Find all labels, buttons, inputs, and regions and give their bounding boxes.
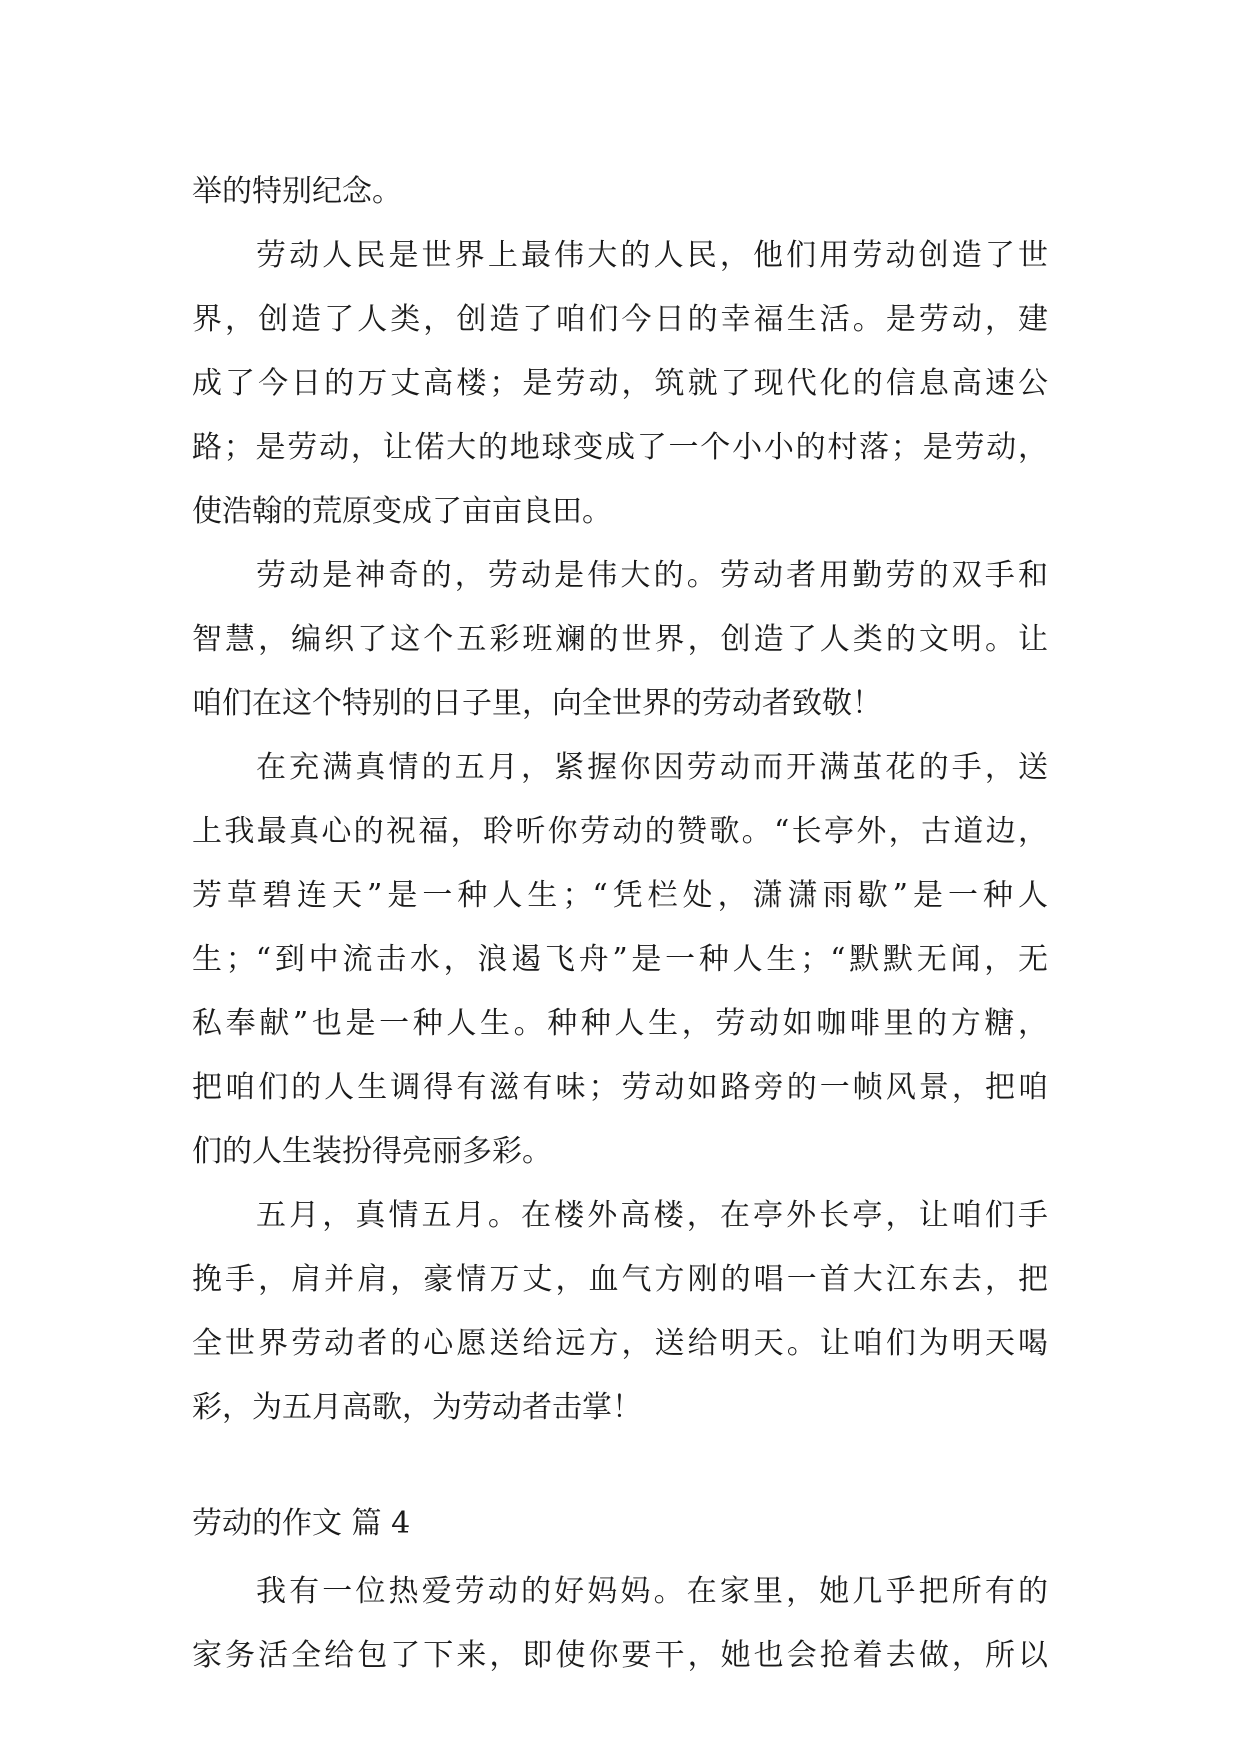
text-line: 芳草碧连天”是一种人生；“凭栏处，潇潇雨歇”是一种人 — [192, 878, 1048, 913]
text-line: 彩，为五月高歌，为劳动者击掌！ — [192, 1390, 642, 1425]
text-line: 智慧，编织了这个五彩班斓的世界，创造了人类的文明。让 — [192, 622, 1048, 657]
text-line: 成了今日的万丈高楼；是劳动，筑就了现代化的信息高速公 — [192, 366, 1048, 401]
text-line: 生；“到中流击水，浪遏飞舟”是一种人生；“默默无闻，无 — [192, 942, 1048, 977]
text-line: 咱们在这个特别的日子里，向全世界的劳动者致敬！ — [192, 686, 882, 721]
paragraph-labor-magic — [192, 544, 1048, 736]
text-line: 路；是劳动，让偌大的地球变成了一个小小的村落；是劳动， — [192, 430, 1048, 465]
text-line: 们的人生装扮得亮丽多彩。 — [192, 1134, 552, 1169]
text-line: 私奉献”也是一种人生。种种人生，劳动如咖啡里的方糖， — [192, 1006, 1048, 1041]
text-line: 举的特别纪念。 — [192, 174, 402, 209]
paragraph-mother — [192, 1560, 1048, 1688]
paragraph-true-may — [192, 1184, 1048, 1440]
section-heading: 劳动的作文 篇 4 — [192, 1506, 411, 1541]
text-line: 五月，真情五月。在楼外高楼，在亭外长亭，让咱们手 — [256, 1198, 1048, 1233]
text-line: 劳动人民是世界上最伟大的人民，他们用劳动创造了世 — [256, 238, 1048, 273]
text-line: 上我最真心的祝福，聆听你劳动的赞歌。“长亭外，古道边， — [192, 814, 1048, 849]
text-line: 全世界劳动者的心愿送给远方，送给明天。让咱们为明天喝 — [192, 1326, 1048, 1361]
text-line: 界，创造了人类，创造了咱们今日的幸福生活。是劳动，建 — [192, 302, 1048, 337]
paragraph-may — [192, 736, 1048, 1184]
text-line: 在充满真情的五月，紧握你因劳动而开满茧花的手，送 — [256, 750, 1048, 785]
paragraph-labor-people — [192, 224, 1048, 544]
paragraph-continuation — [192, 160, 1048, 224]
text-line: 把咱们的人生调得有滋有味；劳动如路旁的一帧风景，把咱 — [192, 1070, 1048, 1105]
text-line: 劳动是神奇的，劳动是伟大的。劳动者用勤劳的双手和 — [256, 558, 1048, 593]
text-line: 我有一位热爱劳动的好妈妈。在家里，她几乎把所有的 — [256, 1574, 1048, 1609]
text-line: 挽手，肩并肩，豪情万丈，血气方刚的唱一首大江东去，把 — [192, 1262, 1048, 1297]
text-line: 使浩翰的荒原变成了亩亩良田。 — [192, 494, 612, 529]
text-line: 家务活全给包了下来，即使你要干，她也会抢着去做，所以 — [192, 1638, 1048, 1673]
section-spacer — [192, 1440, 1048, 1488]
document-body — [192, 160, 1048, 1688]
